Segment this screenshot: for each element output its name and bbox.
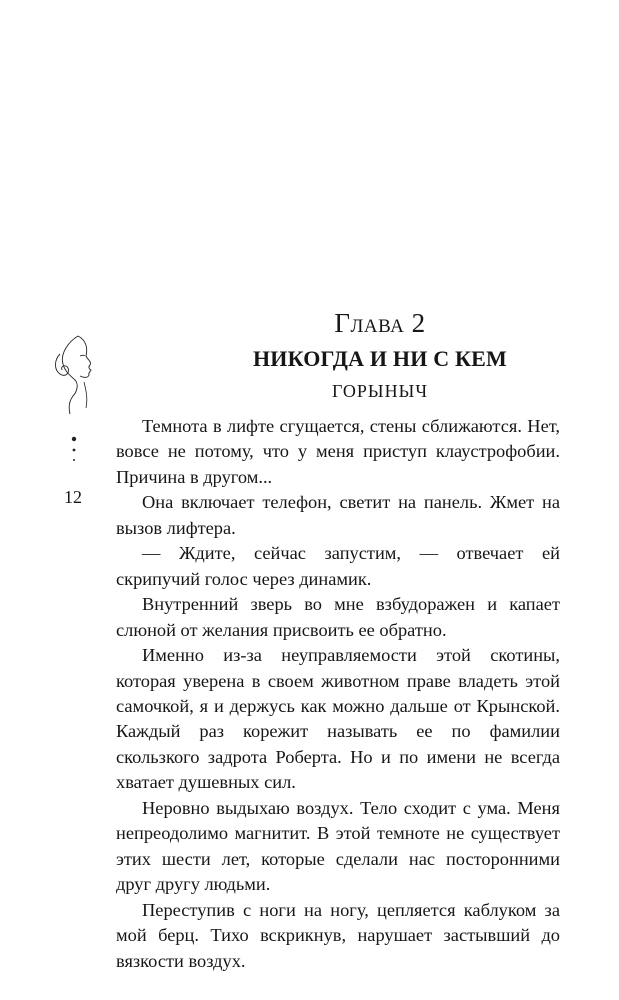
paragraph: Переступив с ноги на ногу, цепляется каблуком за мой берц. Тихо вскрикнув, нарушает застывший до вязкости воздух.	[116, 899, 560, 971]
chapter-label: Глава 2	[334, 308, 426, 338]
paragraph: Внутренний зверь во мне взбудоражен и капает слюной от желания присвоить ее обратно.	[116, 594, 560, 640]
body-text	[116, 414, 560, 974]
narrator-name: ГОРЫНЫЧ	[331, 381, 429, 401]
chapter-title: НИКОГДА И НИ С КЕМ	[252, 346, 508, 371]
paragraph: Она включает телефон, светит на панель. Жмет на вызов лифтера.	[116, 492, 560, 538]
paragraph: Темнота в лифте сгущается, стены сближаются. Нет, вовсе не потому, что у меня приступ клаустрофобии. Причина в другом...	[116, 416, 560, 487]
page-number: 12	[64, 487, 82, 507]
paragraph: Неровно выдыхаю воздух. Тело сходит с ума. Меня непреодолимо магнитит. В этой темноте не существует этих шести лет, которые сделали нас посторонними друг другу людьми.	[116, 797, 560, 895]
paragraph: Именно из-за неуправляемости этой скотины, которая уверена в своем животном праве владеть этой самочкой, я и держусь как можно дальше от Крынской. Каждый раз корежит называть ее по фамилии скользкого задрота Роберта. Но и по имени не всегда хватает душевных сил.	[116, 645, 560, 793]
face-line-art-icon	[48, 334, 100, 418]
paragraph: — Ждите, сейчас запустим, — отвечает ей скрипучий голос через динамик.	[116, 543, 560, 589]
ornament-dots-icon	[64, 436, 84, 466]
